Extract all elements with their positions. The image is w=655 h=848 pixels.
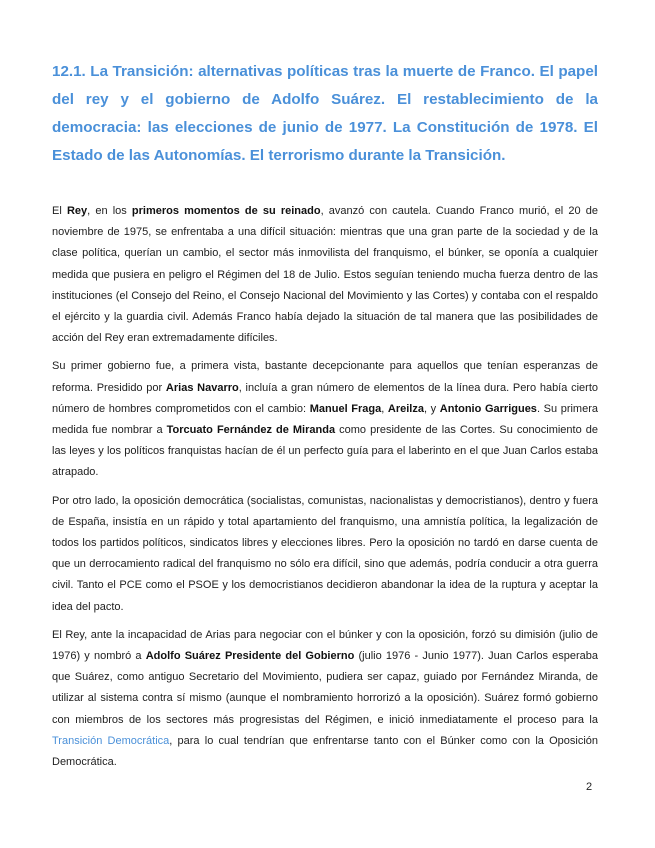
text-run: Su primer gobierno fue, a primera vista, bastante decepcionante para aquellos que tenían esperanzas de reforma. Presidido por — [52, 360, 598, 394]
paragraph-2 — [52, 356, 598, 483]
paragraph-3 — [52, 491, 598, 618]
text-run: , — [381, 402, 388, 415]
text-run: Por otro lado, la oposición democrática (socialistas, comunistas, nacionalistas y democristianos), dentro y fuera de España, insistía en un rápido y total apartamiento del franquismo, una amnistía política, la legalización de todos los partidos políticos, sindicatos libres y elecciones libres. Pero la oposición no tardó en darse cuenta de que un derrocamiento radical del franquismo no sólo era difícil, sino que además, podría conducir a otra guerra civil. Tanto el PCE como el PSOE y los democristianos decidieron abandonar la idea de la ruptura y aceptar la idea del pacto. — [52, 494, 598, 613]
text-run: , para lo cual tendrían que enfrentarse tanto con el Búnker como con la Oposición Democrática. — [52, 734, 598, 769]
body-text — [52, 201, 598, 780]
bold-run: Torcuato Fernández de Miranda — [166, 424, 336, 437]
text-run: (julio 1976 - Junio 1977). Juan Carlos esperaba que Suárez, como antiguo Secretario del Movimiento, pudiera ser capaz, guiado por Fernández Miranda, de utilizar al sistema contra sí mismo (aunque el nombramiento horrorizó a la oposición). Suárez formó gobierno con miembros de los sectores más progresistas del Régimen, e inició inmediatamente el proceso para la — [52, 650, 598, 726]
text-run: , en los — [87, 205, 132, 217]
transicion-democratica-link[interactable]: Transición Democrática — [52, 734, 170, 747]
bold-run: Rey — [66, 205, 88, 217]
text-run: , avanzó con cautela. Cuando Franco murió, el 20 de noviembre de 1975, se enfrentaba a una difícil situación: mientras que una gran parte de la sociedad y de la clase política, querían un cambio, el sector más inmovilista del franquismo, el búnker, se oponía a cualquier medida que pusiera en peligro el Régimen del 18 de Julio. Estos seguían teniendo mucha fuerza dentro de las instituciones (el Consejo del Reino, el Consejo Nacional del Movimiento y las Cortes) y contaba con el respaldo el ejército y la guardia civil. Además Franco había dejado la situación de tal manera que las posibilidades de acción del Rey eran extremadamente difíciles. — [52, 205, 599, 345]
text-run: , y — [423, 402, 440, 415]
bold-run: Antonio Garrigues — [439, 402, 537, 415]
page-number: 2 — [586, 781, 593, 793]
text-run: El — [52, 205, 67, 217]
page-title: 12.1. La Transición: alternativas políticas tras la muerte de Franco. El papel del rey y el gobierno de Adolfo Suárez. El restablecimiento de la democracia: las elecciones de junio de 1977. La Constitución de 1978. El Estado de las Autonomías. El terrorismo durante la Transición. — [52, 63, 598, 164]
bold-run: Manuel Fraga — [309, 402, 382, 415]
text-run: El Rey, ante la incapacidad de Arias para negociar con el búnker y con la oposición, forzó su dimisión (julio de 1976) y nombró a — [52, 628, 598, 663]
paragraph-4 — [52, 625, 598, 773]
paragraph-1 — [52, 201, 598, 349]
bold-run: Areilza — [387, 402, 424, 415]
bold-run: Adolfo Suárez Presidente del Gobierno — [145, 650, 355, 663]
text-run: como presidente de las Cortes. Su conocimiento de las leyes y los políticos franquistas hacían de él un perfecto guía para el laberinto en el que Juan Carlos estaba atrapado. — [52, 424, 598, 479]
bold-run: primeros momentos de su reinado — [131, 205, 321, 217]
bold-run: Arias Navarro — [165, 381, 239, 394]
text-run: , incluía a gran número de elementos de la línea dura. Pero había cierto número de hombres comprometidos con el cambio: — [52, 381, 598, 415]
text-run: . Su primera medida fue nombrar a — [52, 402, 598, 437]
